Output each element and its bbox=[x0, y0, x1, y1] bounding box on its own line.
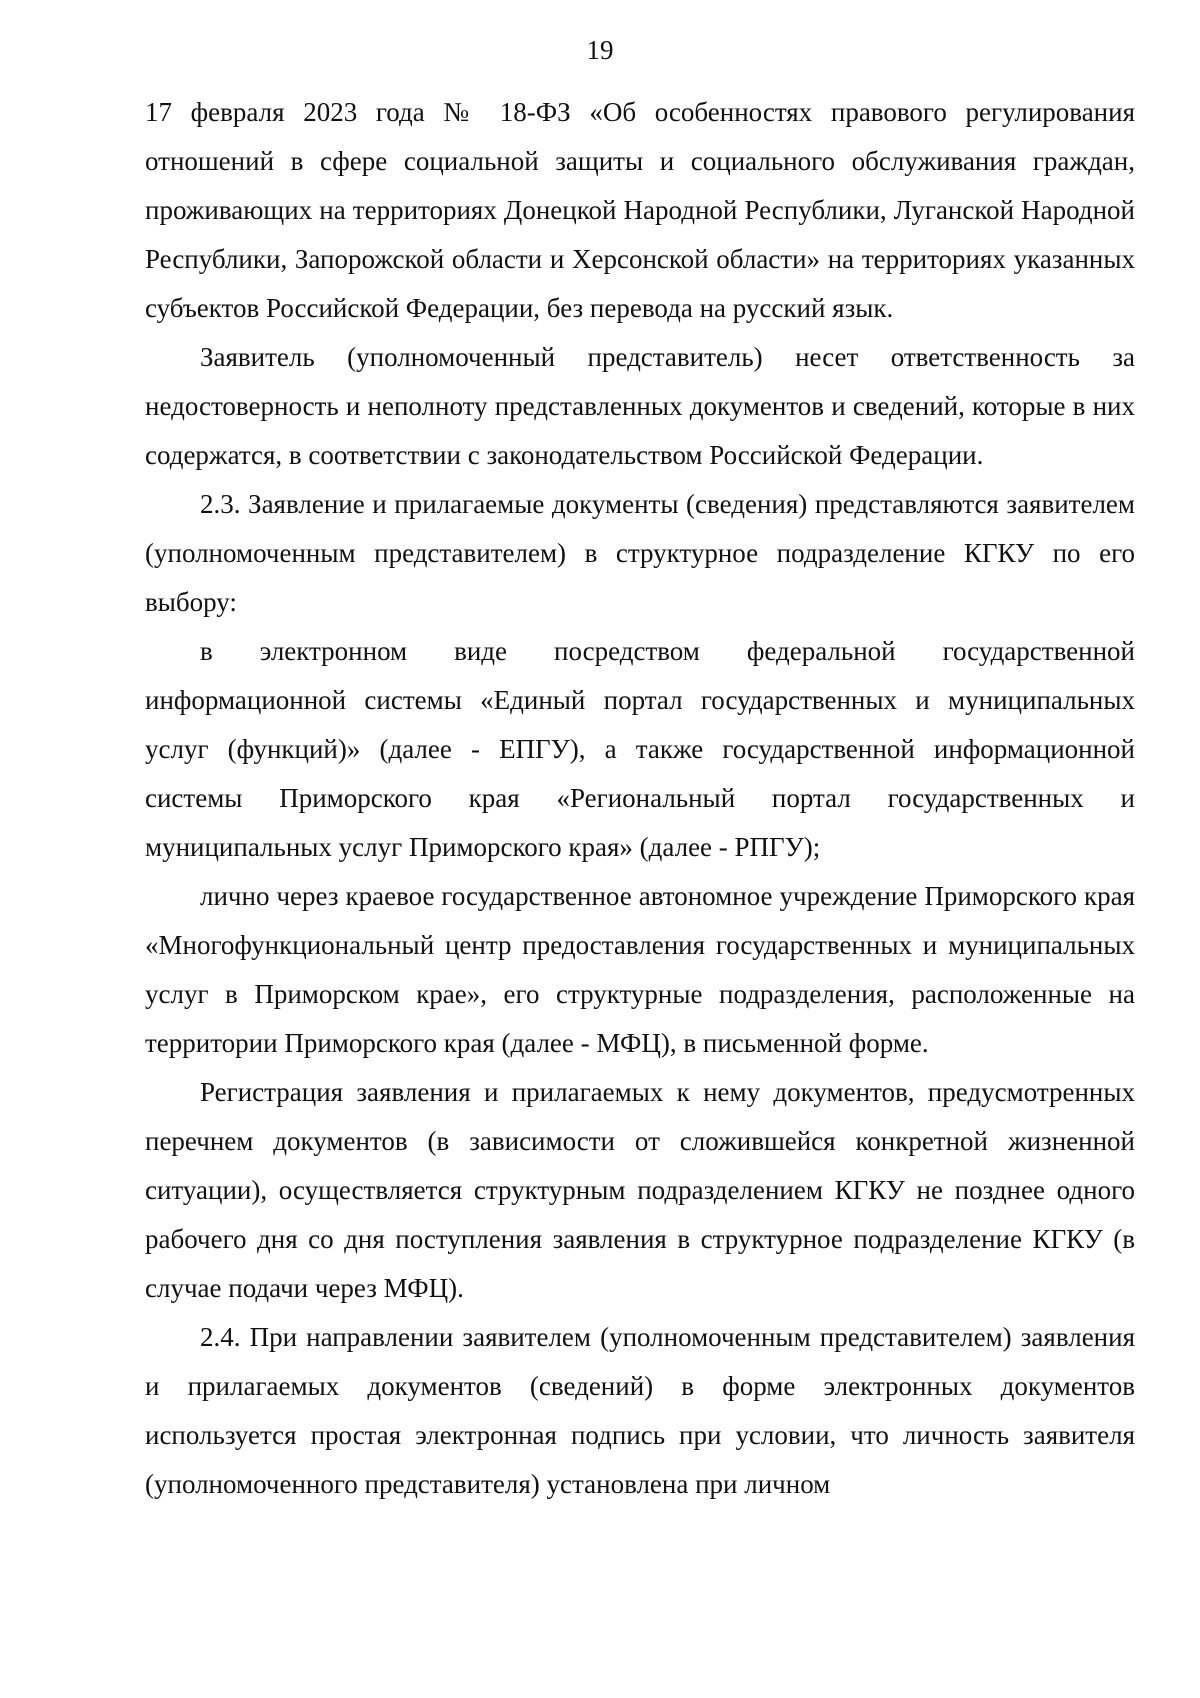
paragraph-2: Заявитель (уполномоченный представитель) несет ответственность за недостоверность и неполноту представленных документов и сведений, которые в них содержатся, в соответствии с законодательством Российской Федерации. bbox=[145, 342, 1135, 470]
paragraph-5: лично через краевое государственное автономное учреждение Приморского края «Многофункциональный центр предоставления государственных и муниципальных услуг в Приморском крае», его структурные подразделения, расположенные на территории Приморского края (далее - МФЦ), в письменной форме. bbox=[145, 881, 1135, 1058]
paragraph-6: Регистрация заявления и прилагаемых к нему документов, предусмотренных перечнем документов (в зависимости от сложившейся конкретной жизненной ситуации), осуществляется структурным подразделением КГКУ не позднее одного рабочего дня со дня поступления заявления в структурное подразделение КГКУ (в случае подачи через МФЦ). bbox=[145, 1077, 1135, 1303]
paragraph-1: 17 февраля 2023 года № 18-ФЗ «Об особенностях правового регулирования отношений в сфере социальной защиты и социального обслуживания граждан, проживающих на территориях Донецкой Народной Республики, Луганской Народной Республики, Запорожской области и Херсонской области» на территориях указанных субъектов Российской Федерации, без перевода на русский язык. bbox=[145, 97, 1135, 323]
page-number: 19 bbox=[586, 35, 614, 65]
paragraph-4: в электронном виде посредством федеральной государственной информационной системы «Единый портал государственных и муниципальных услуг (функций)» (далее - ЕПГУ), а также государственной информационной системы Приморского края «Региональный портал государственных и муниципальных услуг Приморского края» (далее - РПГУ); bbox=[145, 636, 1135, 862]
paragraph-3: 2.3. Заявление и прилагаемые документы (сведения) представляются заявителем (уполномоченным представителем) в структурное подразделение КГКУ по его выбору: bbox=[145, 489, 1135, 617]
body-text bbox=[145, 88, 1135, 1509]
paragraph-7: 2.4. При направлении заявителем (уполномоченным представителем) заявления и прилагаемых документов (сведений) в форме электронных документов используется простая электронная подпись при условии, что личность заявителя (уполномоченного представителя) установлена при личном bbox=[145, 1322, 1135, 1499]
